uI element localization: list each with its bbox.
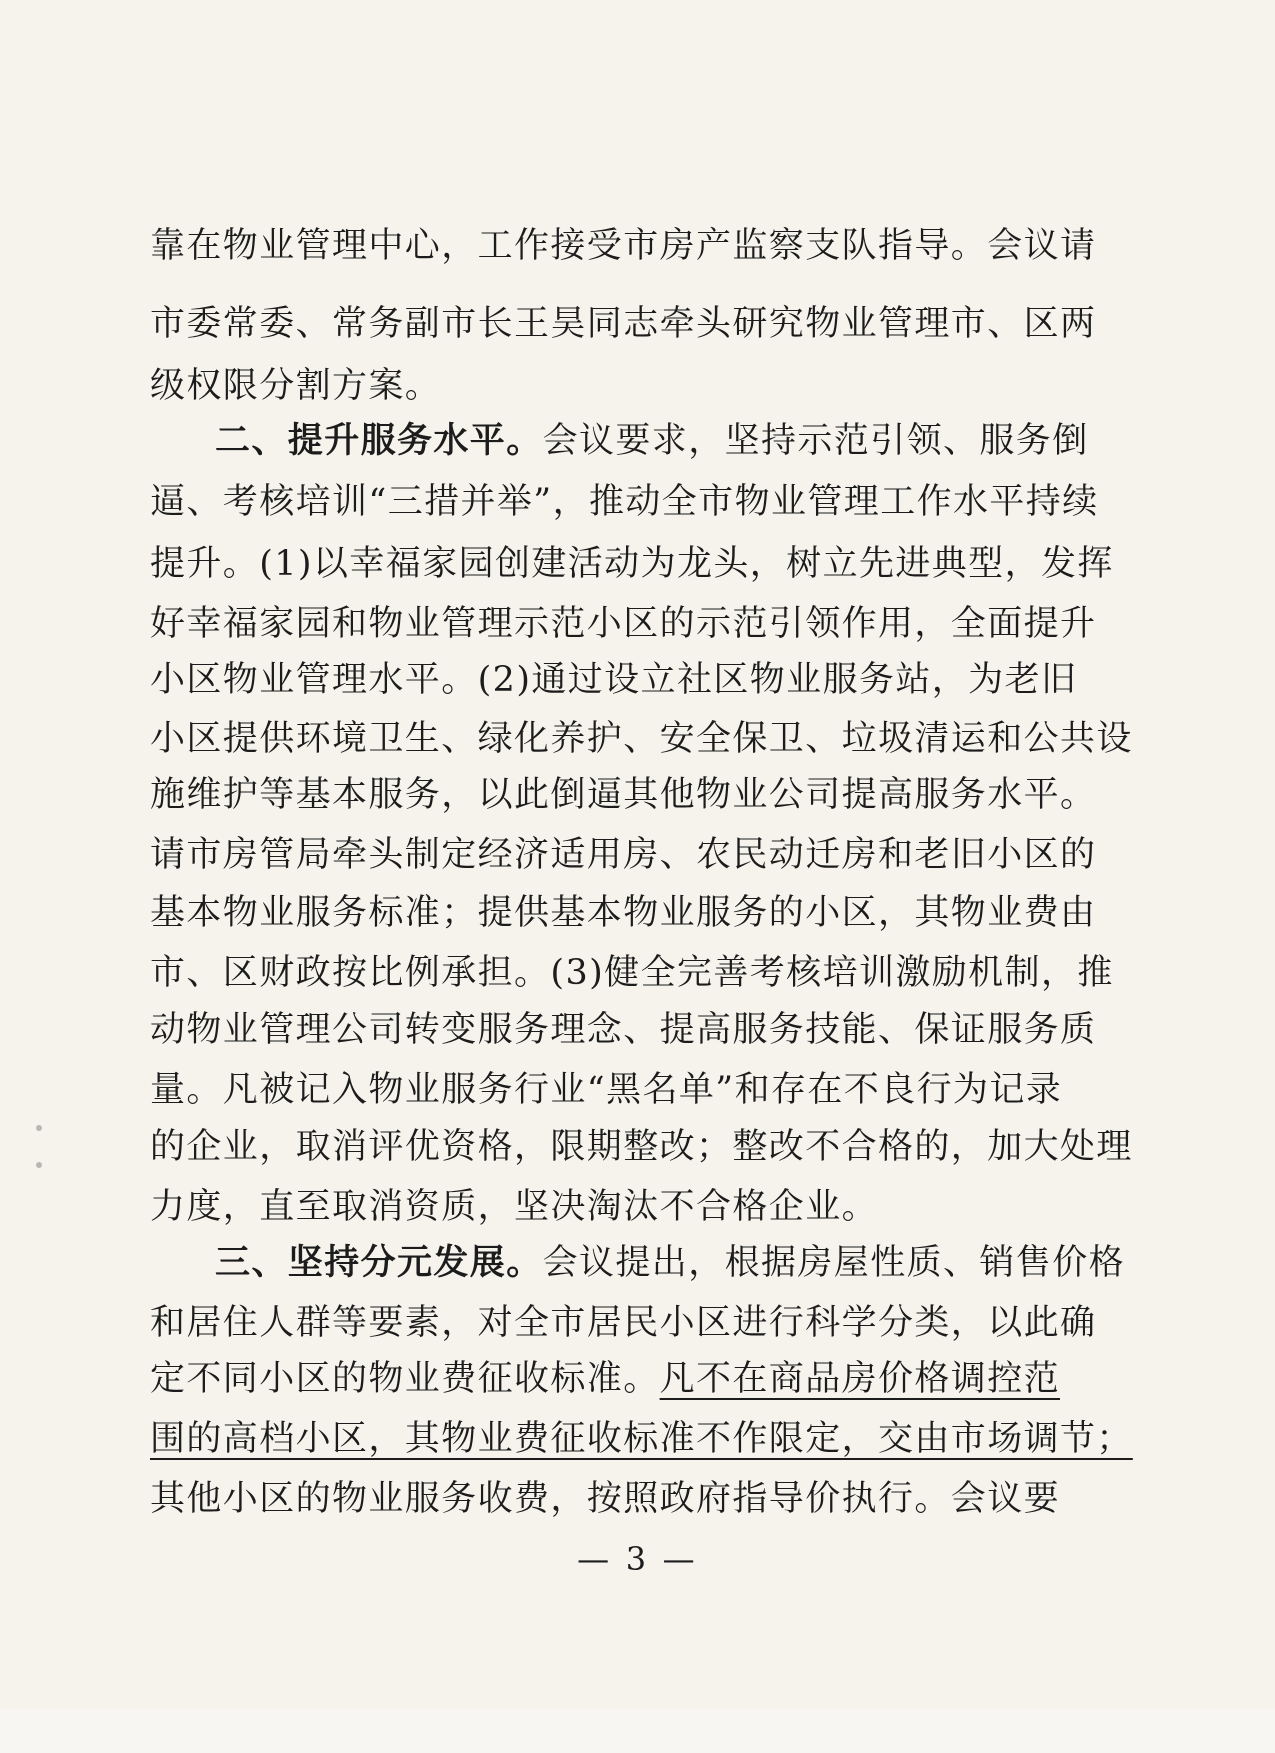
text-line: 市、区财政按比例承担。(3)健全完善考核培训激励机制，推 [150, 953, 1114, 993]
text-line: 市委常委、常务副市长王昊同志牵头研究物业管理市、区两 [150, 304, 1097, 344]
text-line [150, 1418, 1133, 1460]
text-line: 好幸福家园和物业管理示范小区的示范引领作用，全面提升 [150, 604, 1097, 644]
text-line: 提升。(1)以幸福家园创建活动为龙头，树立先进典型，发挥 [150, 544, 1114, 584]
text-line: 级权限分割方案。 [150, 366, 442, 406]
text-line: 的企业，取消评优资格，限期整改；整改不合格的，加大处理 [150, 1127, 1133, 1167]
text-segment: 定不同小区的物业费征收标准。 [150, 1359, 660, 1399]
punch-hole-mark [36, 1162, 42, 1168]
text-line: 动物业管理公司转变服务理念、提高服务技能、保证服务质 [150, 1010, 1097, 1050]
page-number: — 3 — [577, 1540, 698, 1578]
text-segment: 其他小区的物业服务收费，按照政府指导价执行。会议要 [150, 1479, 1061, 1519]
scan-bottom-edge [0, 1709, 1275, 1753]
section-heading: 二、提升服务水平。 [215, 421, 543, 461]
section-2-paragraph [215, 420, 1110, 462]
text-line: 逼、考核培训“三措并举”，推动全市物业管理工作水平持续 [150, 482, 1099, 522]
section-3-paragraph [215, 1242, 1126, 1284]
text-line: 靠在物业管理中心，工作接受市房产监察支队指导。会议请 [150, 226, 1097, 266]
text-line: 和居住人群等要素，对全市居民小区进行科学分类，以此确 [150, 1303, 1097, 1343]
text-line: 力度，直至取消资质，坚决淘汰不合格企业。 [150, 1187, 879, 1227]
text-line: 基本物业服务标准；提供基本物业服务的小区，其物业费由 [150, 893, 1097, 933]
underlined-text: 凡不在商品房价格调控范 [659, 1359, 1061, 1399]
punch-hole-mark [36, 1125, 42, 1131]
text-line: 量。凡被记入物业服务行业“黑名单”和存在不良行为记录 [150, 1070, 1063, 1110]
text-line [150, 1358, 1061, 1400]
section-text: 会议要求，坚持示范引领、服务倒 [542, 421, 1089, 461]
text-line: 请市房管局牵头制定经济适用房、农民动迁房和老旧小区的 [150, 835, 1097, 875]
section-text: 会议提出，根据房屋性质、销售价格 [542, 1243, 1126, 1283]
text-line: 小区物业管理水平。(2)通过设立社区物业服务站，为老旧 [150, 660, 1078, 700]
section-heading: 三、坚持分元发展。 [215, 1243, 543, 1283]
underlined-text: 围的高档小区，其物业费征收标准不作限定，交由市场调节； [150, 1419, 1133, 1459]
text-line: 施维护等基本服务，以此倒逼其他物业公司提高服务水平。 [150, 775, 1097, 815]
text-line [150, 1478, 1061, 1520]
text-line: 小区提供环境卫生、绿化养护、安全保卫、垃圾清运和公共设 [150, 719, 1133, 759]
